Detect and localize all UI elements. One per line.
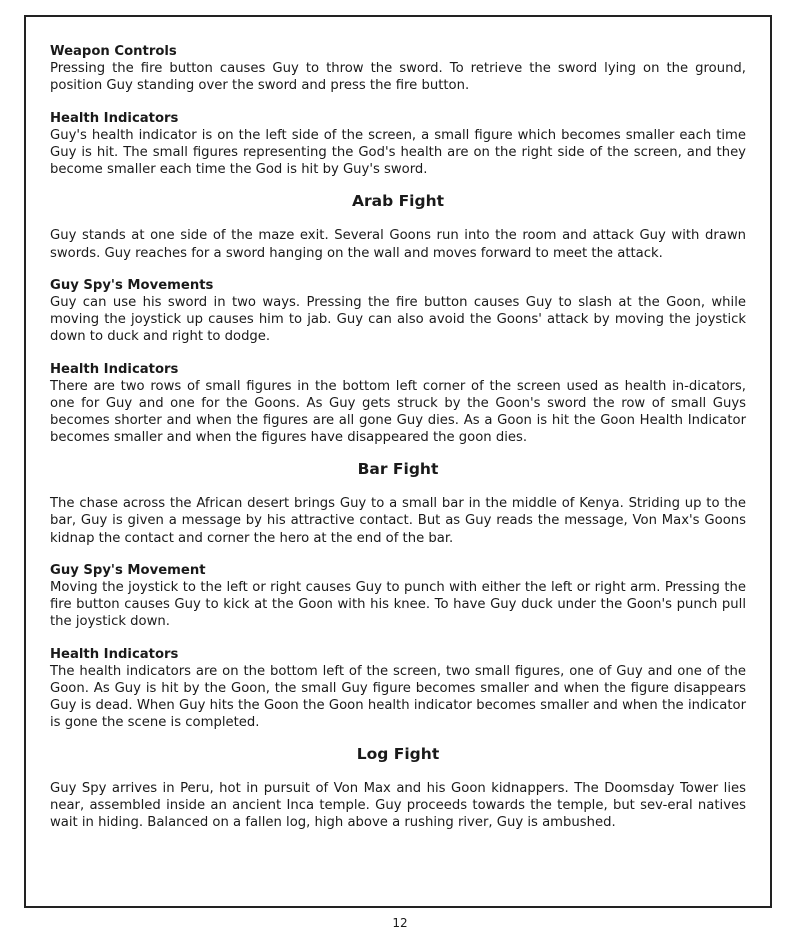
section-title-arab-fight: Arab Fight <box>351 192 445 211</box>
subsection-text: Moving the joystick to the left or right causes Guy to punch with either the left or right arm. Pressing the fire button causes Guy to kick at the Goon with his knee. To have Guy duck under the Goon's punch pull the joystick down. <box>50 579 746 629</box>
subsection-text: There are two rows of small figures in the bottom left corner of the screen used as health in-dicators, one for Guy and one for the Goons. As Guy gets struck by the Goon's sword the row of small Guys becomes shorter and when the figures are all gone Guy dies. As a Goon is hit the Goon Health Indicator becomes smaller and when the figures have disappeared the goon dies. <box>50 378 746 446</box>
page-frame <box>24 15 772 908</box>
subsection-heading: Health Indicators <box>50 111 179 127</box>
subsection-weapon-controls <box>50 43 746 94</box>
subsection-guy-spys-movements <box>50 277 746 345</box>
subsection-text: Pressing the fire button causes Guy to throw the sword. To retrieve the sword lying on the ground, position Guy standing over the sword and press the fire button. <box>50 61 746 94</box>
subsection-heading: Guy Spy's Movement <box>50 562 206 578</box>
section-intro: The chase across the African desert brings Guy to a small bar in the middle of Kenya. Striding up to the bar, Guy is given a message by his attractive contact. But as Guy reads the message, Von Max's Goons kidnap the contact and corner the hero at the end of the bar. <box>50 496 746 546</box>
subsection-text: The health indicators are on the bottom left of the screen, two small figures, one of Guy and one of the Goon. As Guy is hit by the Goon, the small Guy figure becomes smaller and when the figure disappears Guy is dead. When Guy hits the Goon the Goon health indicator becomes smaller and when the indicator is gone the scene is completed. <box>50 663 746 731</box>
subsection-heading: Guy Spy's Movements <box>50 277 214 293</box>
subsection-heading: Health Indicators <box>50 361 179 377</box>
subsection-text: Guy's health indicator is on the left side of the screen, a small figure which becomes smaller each time Guy is hit. The small figures representing the God's health are on the right side of the screen, and they become smaller each time the God is hit by Guy's sword. <box>50 128 746 178</box>
subsection-text: Guy can use his sword in two ways. Pressing the fire button causes Guy to slash at the Goon, while moving the joystick up causes him to jab. Guy can also avoid the Goons' attack by moving the joystick down to duck and right to dodge. <box>50 294 746 344</box>
section-intro: Guy stands at one side of the maze exit. Several Goons run into the room and attack Guy with drawn swords. Guy reaches for a sword hanging on the wall and moves forward to meet the attack. <box>50 228 746 261</box>
subsection-health-indicators <box>50 646 746 731</box>
subsection-guy-spys-movement <box>50 562 746 630</box>
subsection-heading: Weapon Controls <box>50 44 177 59</box>
subsection-health-indicators <box>50 110 746 178</box>
section-title-bar-fight: Bar Fight <box>357 460 439 479</box>
page-number: 12 <box>392 916 408 930</box>
subsection-heading: Health Indicators <box>50 646 179 662</box>
section-intro: Guy Spy arrives in Peru, hot in pursuit of Von Max and his Goon kidnappers. The Doomsday Tower lies near, assembled inside an ancient Inca temple. Guy proceeds towards the temple, but sev-eral natives wait in hiding. Balanced on a fallen log, high above a rushing river, Guy is ambushed. <box>50 781 746 831</box>
subsection-health-indicators <box>50 361 746 446</box>
section-title-log-fight: Log Fight <box>356 745 440 764</box>
